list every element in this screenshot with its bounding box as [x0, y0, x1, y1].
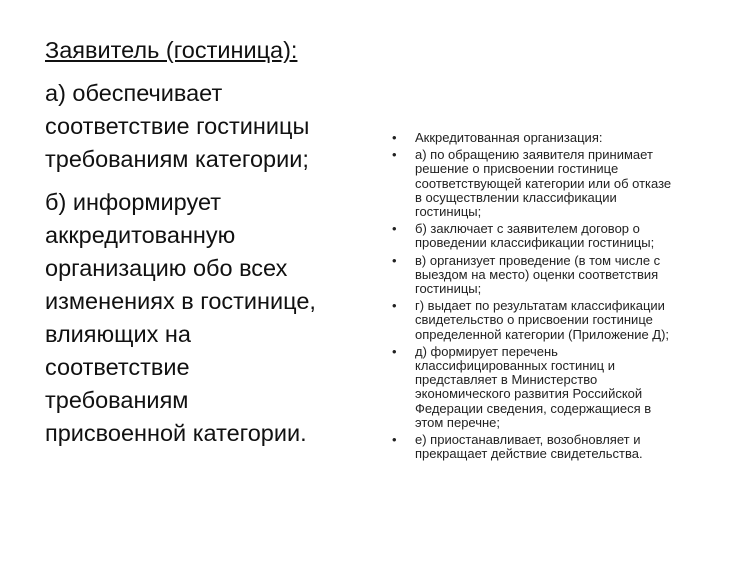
- paragraph-line: аккредитованную: [45, 222, 236, 248]
- paragraph-line: требованиям: [45, 387, 189, 413]
- applicant-paragraph: [45, 186, 375, 450]
- list-item: [392, 222, 732, 250]
- paragraph-line: влияющих на: [45, 321, 191, 347]
- list-item-line: проведении классификации гостиницы;: [415, 235, 655, 251]
- list-item: [392, 148, 732, 219]
- list-item-line: в) организует проведение (в том числе с: [415, 252, 661, 268]
- list-item-line: определенной категории (Приложение Д);: [415, 326, 670, 342]
- paragraph-line: соответствие: [45, 354, 190, 380]
- list-item-line: в осуществлении классификации: [415, 189, 617, 205]
- applicant-paragraph: [45, 77, 375, 176]
- list-item-line: этом перечне;: [415, 414, 501, 430]
- paragraph-line: требованиям категории;: [45, 146, 309, 172]
- list-item-line: г) выдает по результатам классификации: [415, 298, 665, 314]
- list-item-line: е) приостанавливает, возобновляет и: [415, 432, 641, 448]
- list-item: [392, 433, 732, 461]
- list-item-line: классифицированных гостиниц и: [415, 358, 616, 374]
- list-item-line: Федерации сведения, содержащиеся в: [415, 400, 652, 416]
- list-item-line: экономического развития Российской: [415, 386, 643, 402]
- list-item-line: б) заключает с заявителем договор о: [415, 221, 640, 237]
- accredited-org-list: [392, 131, 732, 464]
- list-item: [392, 131, 732, 145]
- list-item-line: выездом на место) оценки соответствия: [415, 266, 659, 282]
- paragraph-line: изменениях в гостинице,: [45, 288, 316, 314]
- list-item-line: а) по обращению заявителя принимает: [415, 147, 653, 163]
- list-item: [392, 299, 732, 342]
- paragraph-line: присвоенной категории.: [45, 420, 307, 446]
- bullet-icon: •: [392, 432, 397, 448]
- list-item-line: прекращает действие свидетельства.: [415, 446, 643, 462]
- bullet-icon: •: [392, 252, 397, 268]
- applicant-section: [45, 34, 375, 460]
- list-item-line: гостиницы;: [415, 281, 482, 297]
- applicant-title: Заявитель (гостиница):: [45, 37, 298, 63]
- paragraph-line: соответствие гостиницы: [45, 113, 310, 139]
- list-item-line: д) формирует перечень: [415, 343, 558, 359]
- list-item-line: Аккредитованная организация:: [415, 130, 603, 145]
- bullet-icon: •: [392, 221, 397, 237]
- paragraph-line: а) обеспечивает: [45, 80, 223, 106]
- paragraph-line: б) информирует: [45, 189, 222, 215]
- list-item-line: соответствующей категории или об отказе: [415, 175, 672, 191]
- list-item-line: свидетельство о присвоении гостинице: [415, 312, 653, 328]
- list-item-line: решение о присвоении гостинице: [415, 161, 619, 177]
- list-item: [392, 345, 732, 430]
- list-item-line: гостиницы;: [415, 204, 482, 220]
- list-item: [392, 254, 732, 297]
- paragraph-line: организацию обо всех: [45, 255, 288, 281]
- bullet-icon: •: [392, 130, 397, 145]
- bullet-icon: •: [392, 343, 397, 359]
- list-item-line: представляет в Министерство: [415, 372, 598, 388]
- bullet-icon: •: [392, 298, 397, 314]
- bullet-icon: •: [392, 147, 397, 163]
